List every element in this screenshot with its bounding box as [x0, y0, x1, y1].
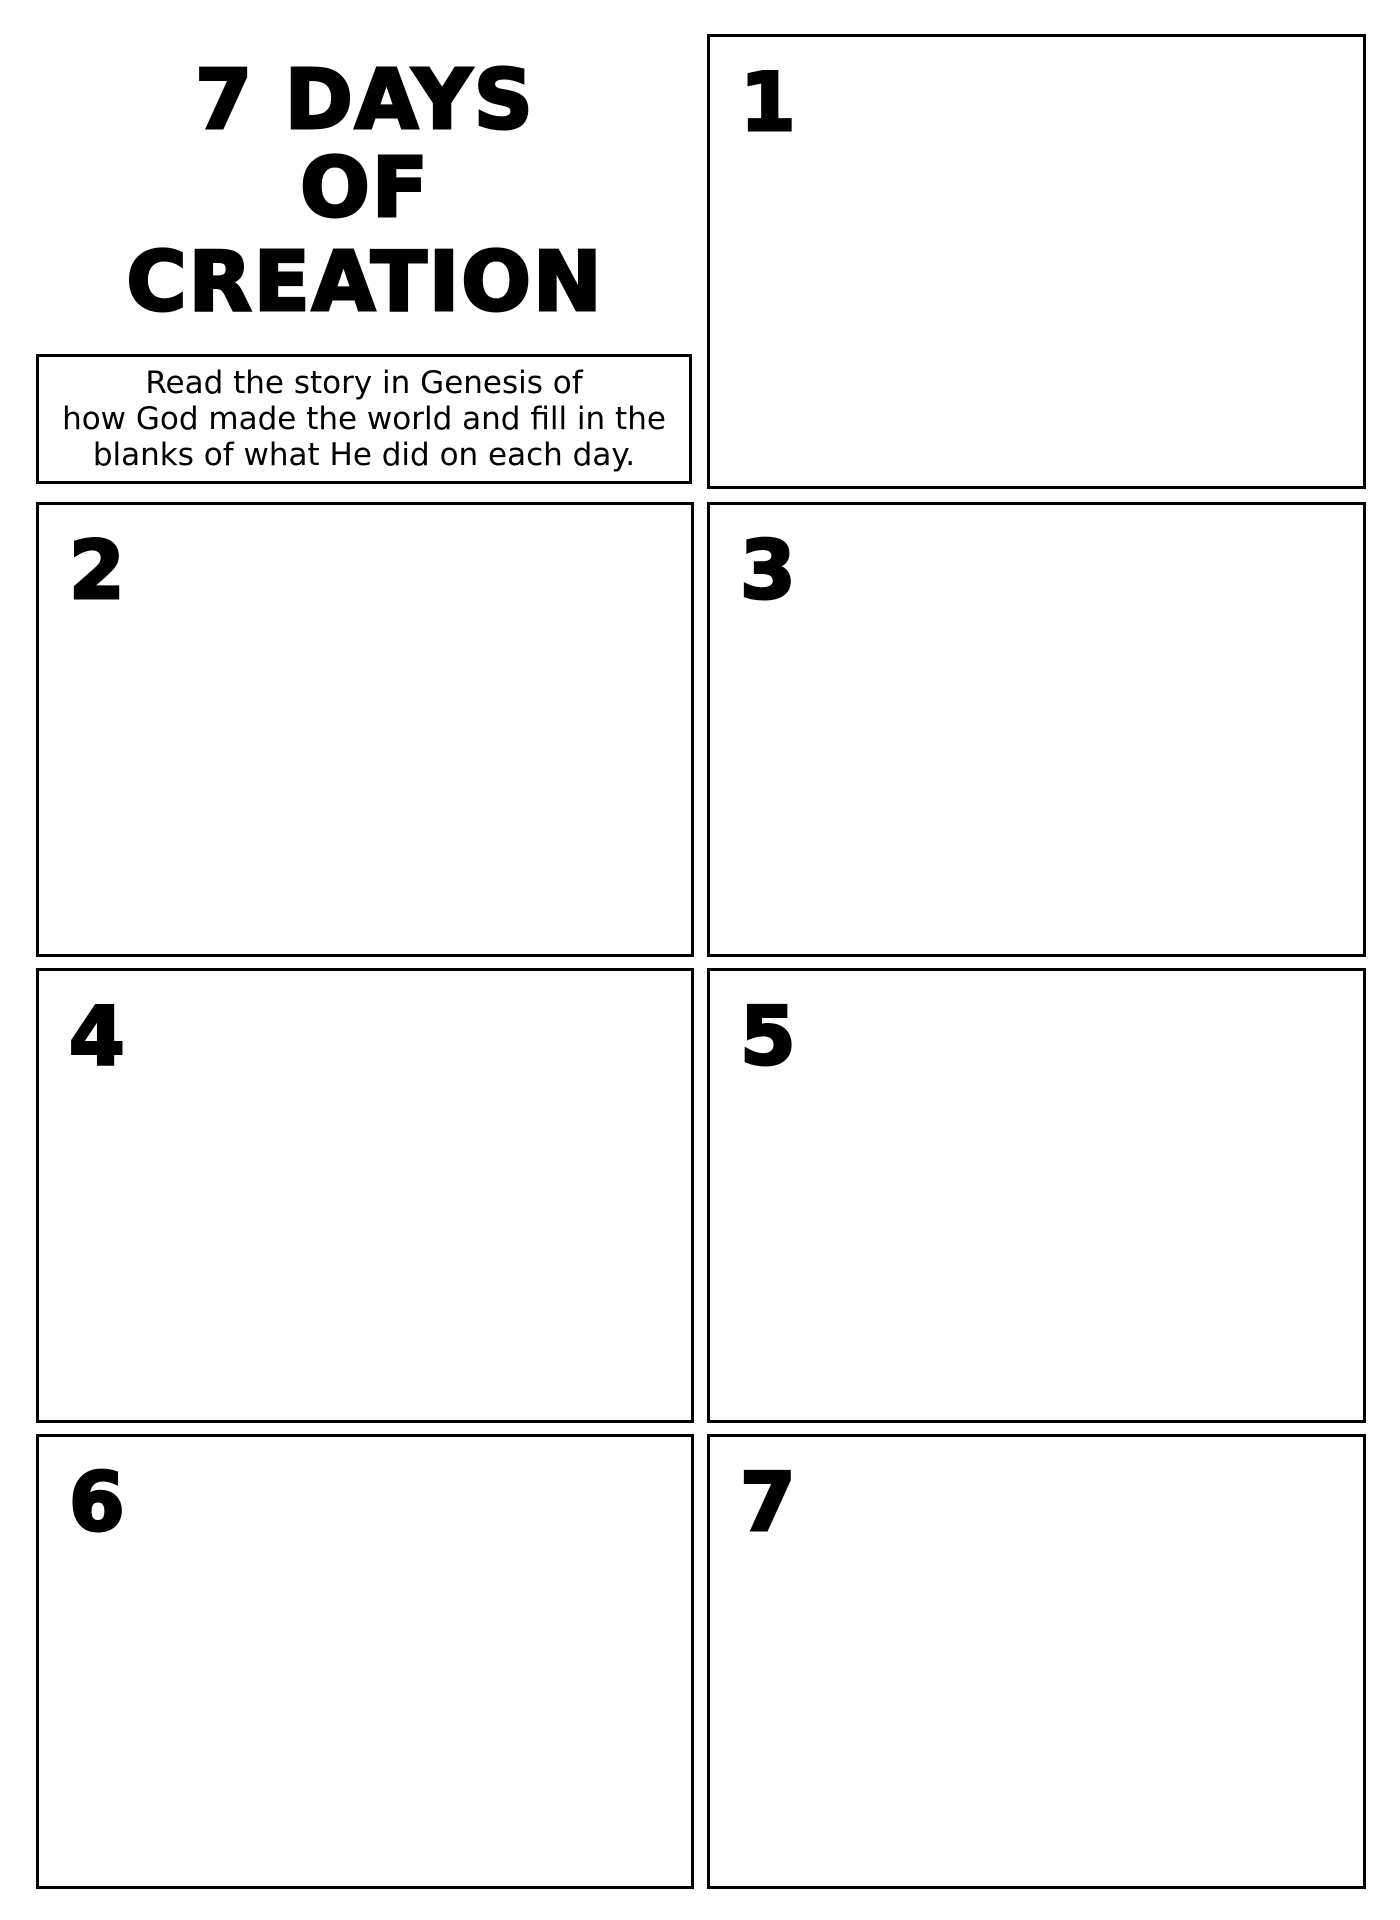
title-line-3: CREATION: [126, 235, 604, 330]
day-box-7[interactable]: [707, 1434, 1366, 1889]
day-number-2: 2: [69, 524, 125, 617]
day-box-2[interactable]: [36, 502, 694, 957]
day-box-5[interactable]: [707, 968, 1366, 1423]
day-number-1: 1: [740, 56, 796, 149]
day-box-3[interactable]: [707, 502, 1366, 957]
day-box-1[interactable]: [707, 34, 1366, 489]
day-number-3: 3: [740, 524, 796, 617]
instructions-text: Read the story in Genesis of how God made the world and fill in the blanks of what He did on each day.: [62, 365, 666, 473]
day-number-4: 4: [69, 990, 125, 1083]
worksheet-title: [36, 40, 694, 340]
day-number-6: 6: [69, 1456, 125, 1549]
title-line-1: 7 DAYS: [195, 53, 535, 148]
day-number-7: 7: [740, 1456, 796, 1549]
day-box-4[interactable]: [36, 968, 694, 1423]
day-box-6[interactable]: [36, 1434, 694, 1889]
day-number-5: 5: [740, 990, 796, 1083]
title-line-2: OF: [300, 141, 430, 236]
instructions-box: [36, 354, 692, 484]
